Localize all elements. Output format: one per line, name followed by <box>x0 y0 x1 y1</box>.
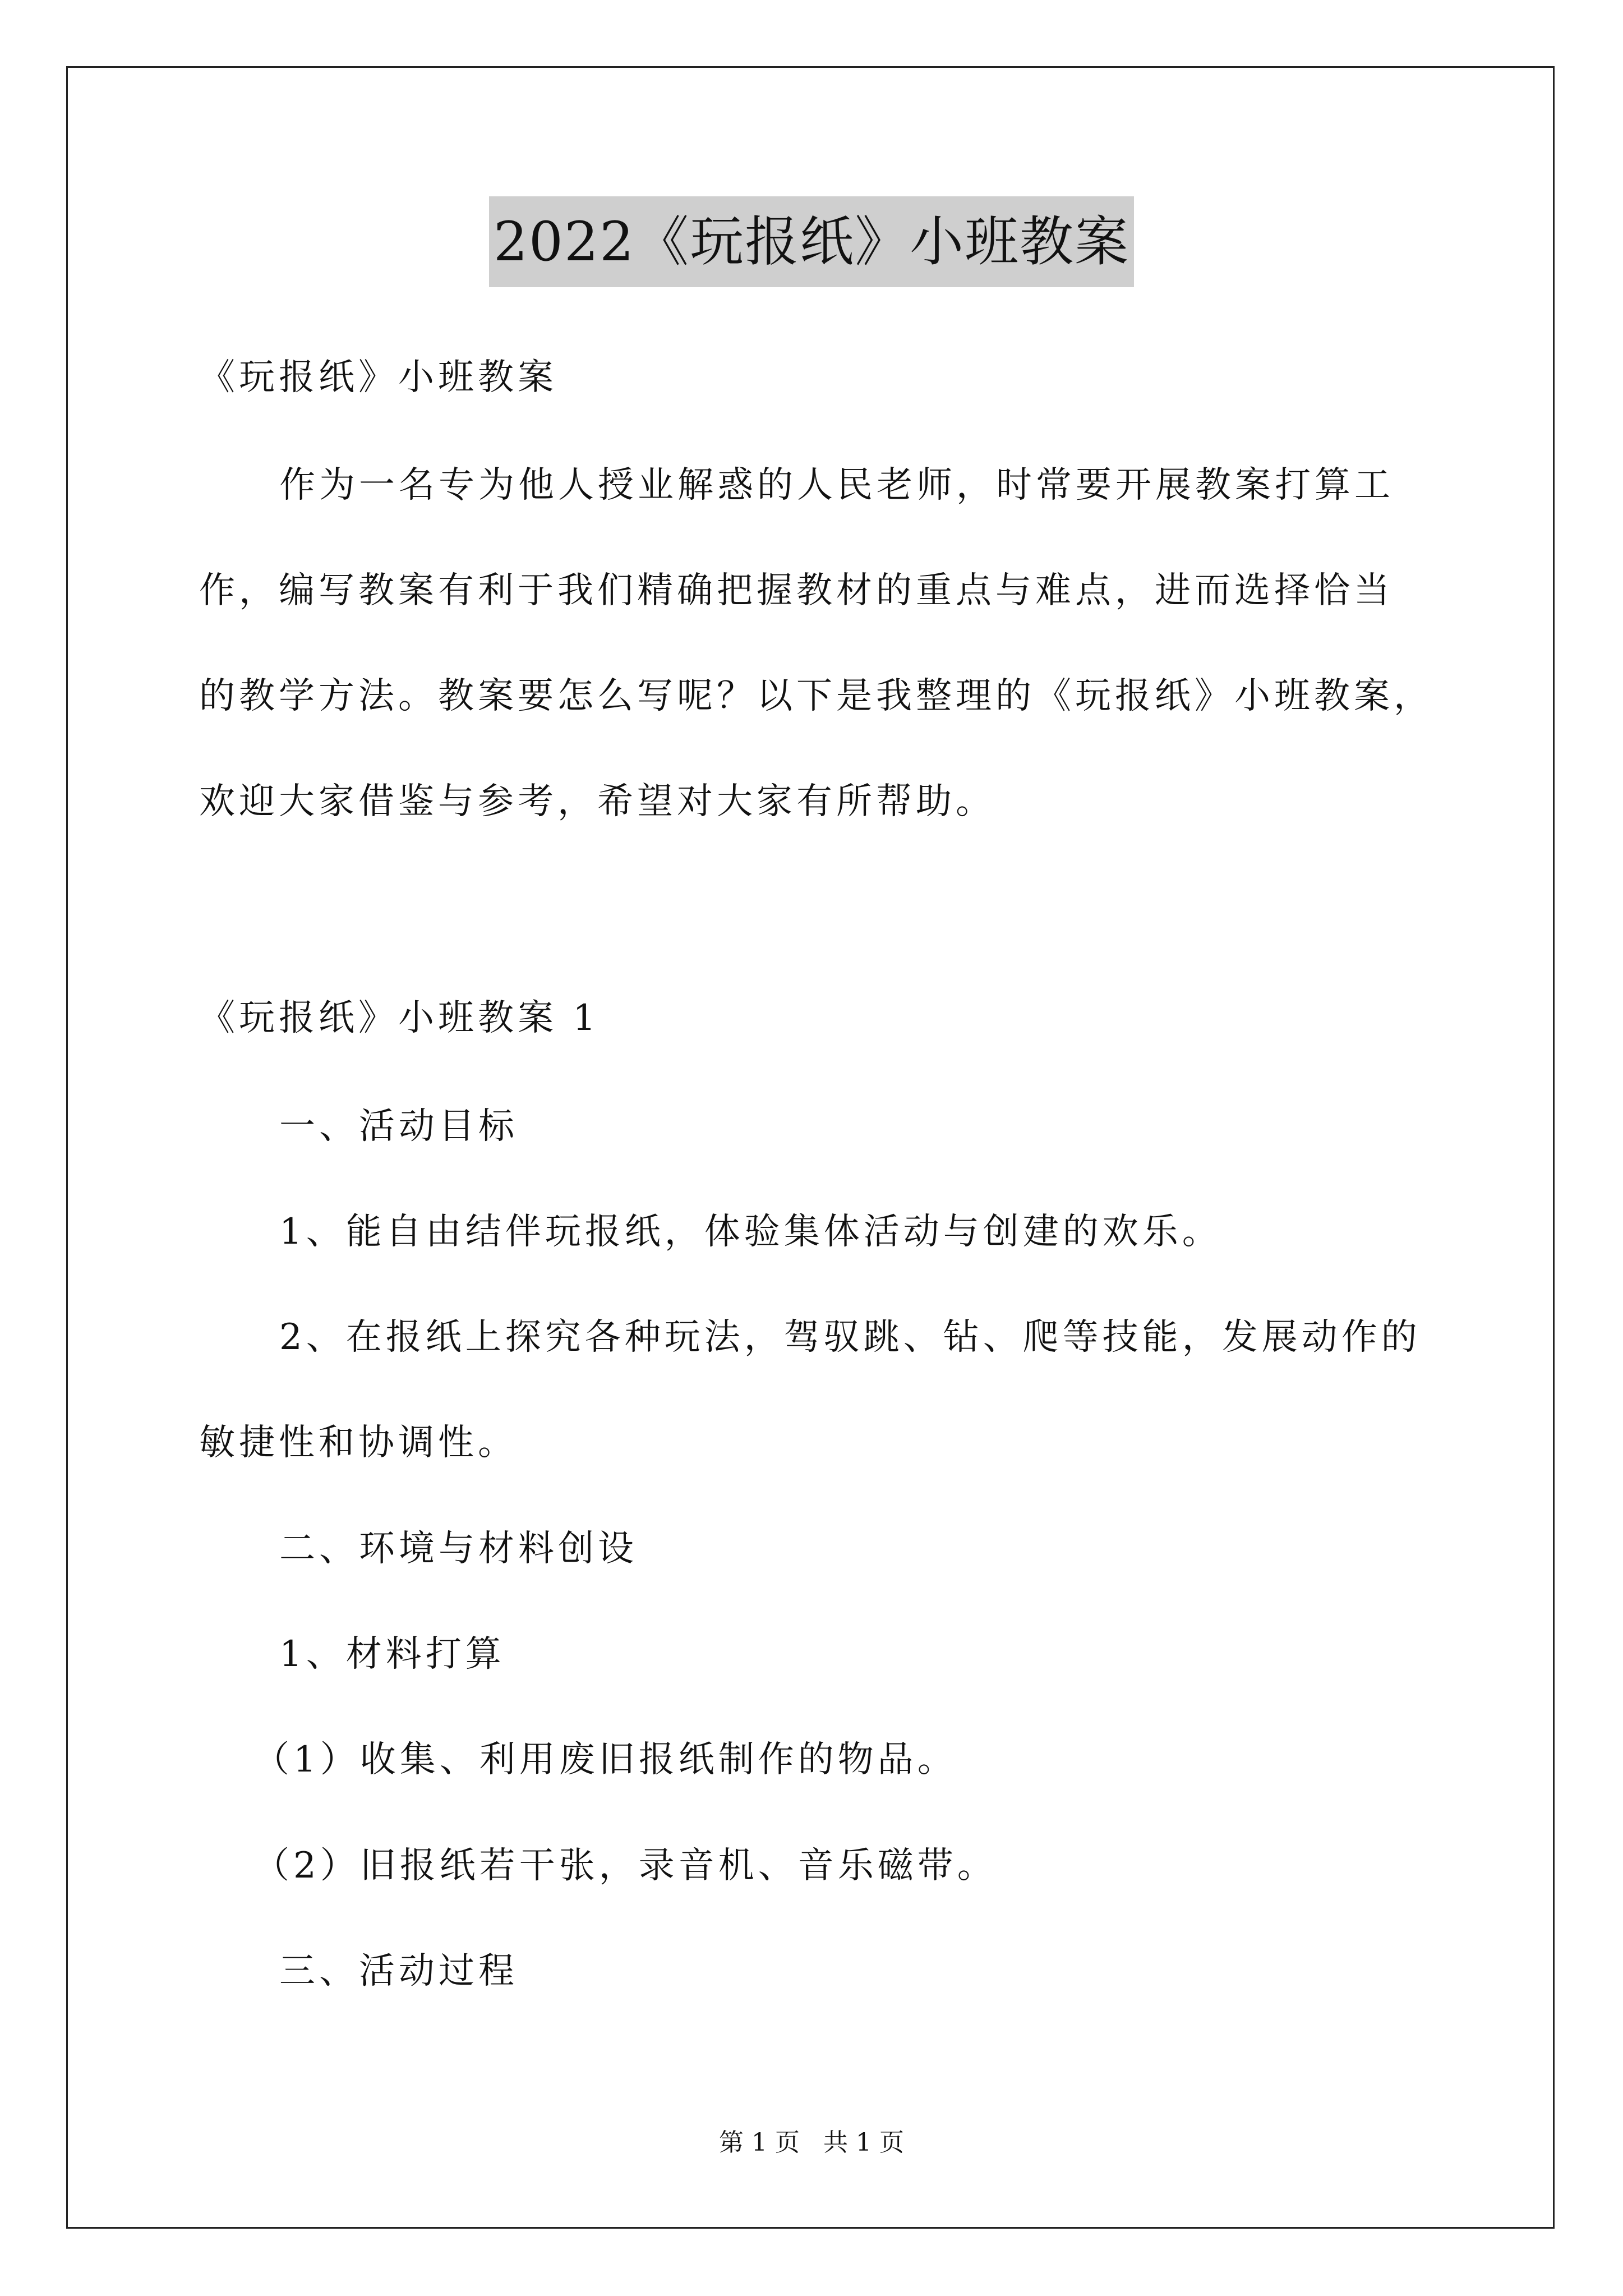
material-2: （2）旧报纸若干张，录音机、音乐磁带。 <box>253 1845 997 1887</box>
material-1: （1）收集、利用废旧报纸制作的物品。 <box>253 1739 957 1780</box>
page-footer: 第 1 页 共 1 页 <box>719 2128 904 2157</box>
goal-1: 1、能自由结伴玩报纸，体验集体活动与创建的欢乐。 <box>279 1211 1222 1253</box>
intro-line-2: 作，编写教案有利于我们精确把握教材的重点与难点，进而选择恰当 <box>199 570 1394 611</box>
intro-line-3: 的教学方法。教案要怎么写呢？以下是我整理的《玩报纸》小班教案， <box>199 675 1433 717</box>
env-heading: 二、环境与材料创设 <box>279 1528 638 1570</box>
goals-heading: 一、活动目标 <box>279 1106 518 1147</box>
intro-line-1: 作为一名专为他人授业解惑的人民老师，时常要开展教案打算工 <box>279 464 1394 506</box>
goal-2-line-2: 敏捷性和协调性。 <box>199 1422 518 1464</box>
document-subtitle: 《玩报纸》小班教案 <box>199 357 557 398</box>
goal-2-line-1: 2、在报纸上探究各种玩法，驾驭跳、钻、爬等技能，发展动作的 <box>279 1317 1421 1358</box>
section-heading: 《玩报纸》小班教案 1 <box>199 997 600 1039</box>
process-heading: 三、活动过程 <box>279 1950 518 1992</box>
document-title: 2022《玩报纸》小班教案 <box>489 196 1134 287</box>
intro-line-4: 欢迎大家借鉴与参考，希望对大家有所帮助。 <box>199 781 995 822</box>
materials-heading: 1、材料打算 <box>279 1634 505 1675</box>
title-container <box>0 196 1623 287</box>
